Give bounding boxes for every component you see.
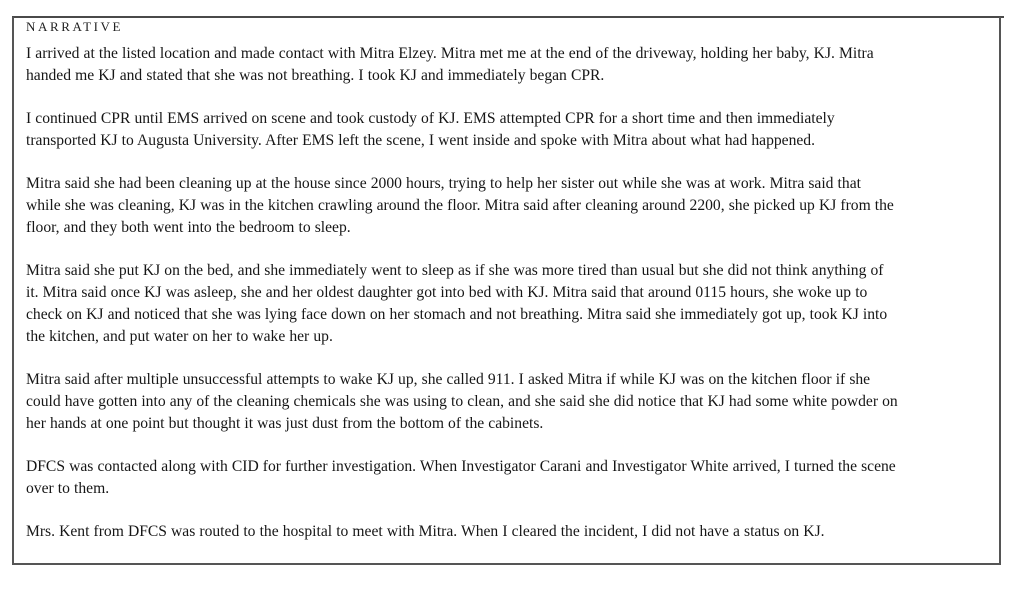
section-label: NARRATIVE [26, 19, 124, 34]
narrative-paragraph: I arrived at the listed location and made contact with Mitra Elzey. Mitra met me at the end of the driveway, holding her baby, KJ. Mitra handed me KJ and stated that she was not breathing. I took KJ and immediately began CPR. [26, 45, 874, 84]
narrative-paragraph: DFCS was contacted along with CID for further investigation. When Investigator Carani and Investigator White arrived, I turned the scene over to them. [26, 458, 896, 497]
narrative-body [26, 43, 998, 564]
narrative-paragraph: I continued CPR until EMS arrived on scene and took custody of KJ. EMS attempted CPR for a short time and then immediately transported KJ to Augusta University. After EMS left the scene, I went inside and spoke with Mitra about what had happened. [26, 110, 835, 149]
narrative-paragraph: Mitra said she had been cleaning up at the house since 2000 hours, trying to help her sister out while she was at work. Mitra said that while she was cleaning, KJ was in the kitchen crawling around the floor. Mitra said after cleaning around 2200, she picked up KJ from the floor, and they both went into the bedroom to sleep. [26, 175, 894, 236]
narrative-paragraph: Mitra said she put KJ on the bed, and she immediately went to sleep as if she was more tired than usual but she did not think anything of it. Mitra said once KJ was asleep, she and her oldest daughter got into bed with KJ. Mitra said that around 0115 hours, she woke up to check on KJ and noticed that she was lying face down on her stomach and not breathing. Mitra said she immediately got up, took KJ into the kitchen, and put water on her to wake her up. [26, 262, 888, 345]
narrative-section [12, 17, 1001, 565]
narrative-paragraph: Mrs. Kent from DFCS was routed to the hospital to meet with Mitra. When I cleared the incident, I did not have a status on KJ. [26, 523, 825, 540]
narrative-paragraph: Mitra said after multiple unsuccessful attempts to wake KJ up, she called 911. I asked Mitra if while KJ was on the kitchen floor if she could have gotten into any of the cleaning chemicals she was using to clean, and she said she did notice that KJ had some white powder on her hands at one point but thought it was just dust from the bottom of the cabinets. [26, 371, 898, 432]
